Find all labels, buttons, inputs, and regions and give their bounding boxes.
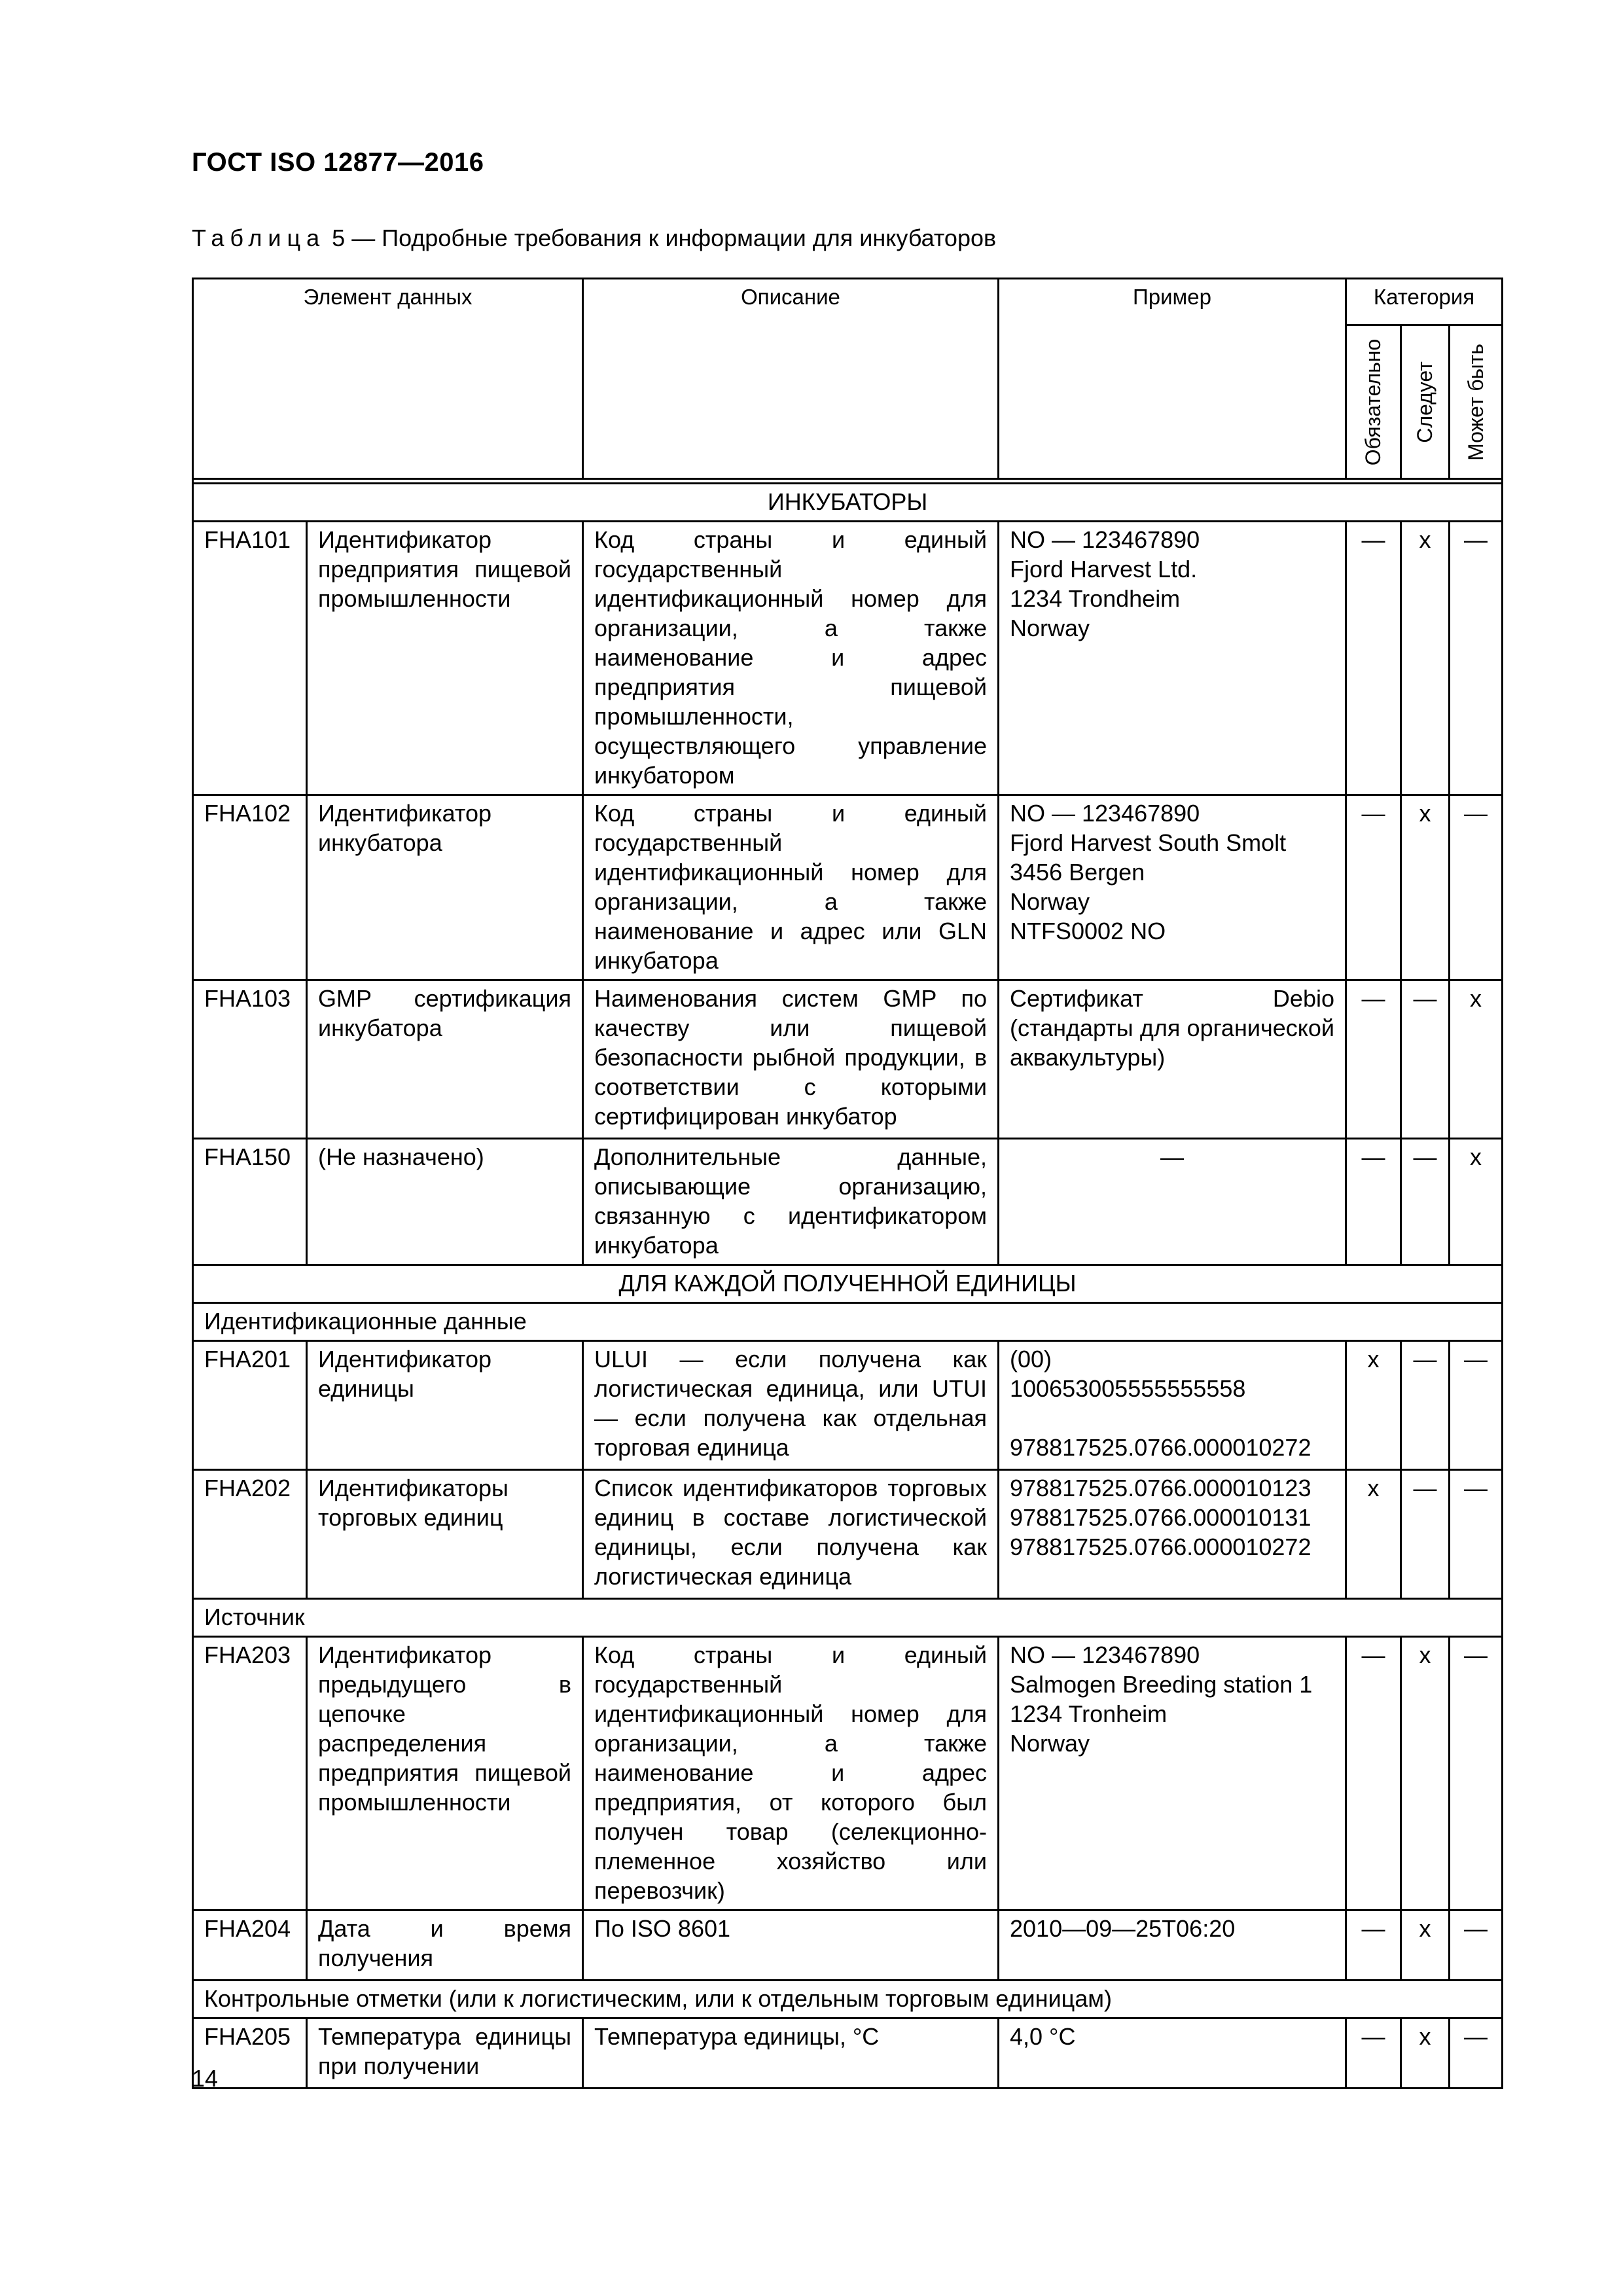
row-code: FHA204 xyxy=(193,1910,307,1981)
row-should: x xyxy=(1401,1910,1450,1981)
row-description: ULUI — если получена как логистическая единица, или UTUI — если получена как отдельная торговая единица xyxy=(583,1341,999,1470)
row-may: — xyxy=(1450,1470,1503,1599)
row-element: Идентификатор предприятия пищевой промышленности xyxy=(307,522,583,795)
row-example: — xyxy=(999,1139,1346,1265)
col-header-category: Категория xyxy=(1346,279,1503,325)
row-code: FHA101 xyxy=(193,522,307,795)
row-may: — xyxy=(1450,795,1503,980)
requirements-table xyxy=(192,278,1503,2089)
row-code: FHA103 xyxy=(193,980,307,1139)
row-mandatory: x xyxy=(1346,1341,1401,1470)
row-code: FHA150 xyxy=(193,1139,307,1265)
row-should: — xyxy=(1401,1341,1450,1470)
row-may: — xyxy=(1450,522,1503,795)
table-caption xyxy=(192,224,996,252)
row-code: FHA205 xyxy=(193,2018,307,2089)
group-control: Контрольные отметки (или к логистическим, или к отдельным торговым единицам) xyxy=(193,1981,1503,2018)
table-row xyxy=(193,980,1503,1139)
row-description: Наименования систем GMP по качеству или пищевой безопасности рыбной продукции, в соответствии с которыми сертифицирован инкубатор xyxy=(583,980,999,1139)
row-code: FHA102 xyxy=(193,795,307,980)
row-description: Код страны и единый государственный идентификационный номер для организации, а также наименование и адрес или GLN инкубатора xyxy=(583,795,999,980)
row-may: — xyxy=(1450,1637,1503,1910)
row-should: x xyxy=(1401,522,1450,795)
document-code: ГОСТ ISO 12877—2016 xyxy=(192,148,484,177)
group-identification: Идентификационные данные xyxy=(193,1303,1503,1341)
table-row xyxy=(193,1139,1503,1265)
col-header-mandatory: Обязательно xyxy=(1346,325,1401,479)
col-header-example: Пример xyxy=(999,279,1346,479)
row-mandatory: — xyxy=(1346,1910,1401,1981)
row-description: Список идентификаторов торговых единиц в составе логистической единицы, если получена как логистическая единица xyxy=(583,1470,999,1599)
row-example: (00) 100653005555555558 978817525.0766.000010272 xyxy=(999,1341,1346,1470)
row-may: — xyxy=(1450,1341,1503,1470)
row-should: — xyxy=(1401,1139,1450,1265)
row-mandatory: — xyxy=(1346,522,1401,795)
caption-prefix: Таблица xyxy=(192,224,326,251)
row-mandatory: x xyxy=(1346,1470,1401,1599)
row-example: NO — 123467890 Fjord Harvest South Smolt 3456 Bergen Norway NTFS0002 NO xyxy=(999,795,1346,980)
row-mandatory: — xyxy=(1346,980,1401,1139)
row-element: Идентификатор предыдущего в цепочке распределения предприятия пищевой промышленности xyxy=(307,1637,583,1910)
col-header-element: Элемент данных xyxy=(193,279,583,479)
row-mandatory: — xyxy=(1346,1637,1401,1910)
col-header-description: Описание xyxy=(583,279,999,479)
row-should: x xyxy=(1401,795,1450,980)
row-description: Код страны и единый государственный идентификационный номер для организации, а также наименование и адрес предприятия, от которого был получен товар (селекционно-племенное хозяйство или перевозчик) xyxy=(583,1637,999,1910)
page-number: 14 xyxy=(192,2065,219,2092)
table-row xyxy=(193,1910,1503,1981)
row-mandatory: — xyxy=(1346,1139,1401,1265)
table-row xyxy=(193,795,1503,980)
table-row xyxy=(193,2018,1503,2089)
row-element: GMP сертификация инкубатора xyxy=(307,980,583,1139)
row-example: 2010—09—25T06:20 xyxy=(999,1910,1346,1981)
row-element: Идентификаторы торговых единиц xyxy=(307,1470,583,1599)
table-row xyxy=(193,1470,1503,1599)
row-code: FHA201 xyxy=(193,1341,307,1470)
row-may: — xyxy=(1450,1910,1503,1981)
row-should: x xyxy=(1401,2018,1450,2089)
group-source: Источник xyxy=(193,1599,1503,1637)
col-header-may: Может быть xyxy=(1450,325,1503,479)
row-example: 978817525.0766.000010123 978817525.0766.000010131 978817525.0766.000010272 xyxy=(999,1470,1346,1599)
row-may: x xyxy=(1450,1139,1503,1265)
row-mandatory: — xyxy=(1346,795,1401,980)
table-row xyxy=(193,1341,1503,1470)
row-description: Температура единицы, °C xyxy=(583,2018,999,2089)
row-element: (Не назначено) xyxy=(307,1139,583,1265)
row-may: — xyxy=(1450,2018,1503,2089)
col-header-should: Следует xyxy=(1401,325,1450,479)
row-description: Дополнительные данные, описывающие организацию, связанную с идентификатором инкубатора xyxy=(583,1139,999,1265)
row-code: FHA203 xyxy=(193,1637,307,1910)
row-should: — xyxy=(1401,1470,1450,1599)
row-code: FHA202 xyxy=(193,1470,307,1599)
row-example: NO — 123467890 Salmogen Breeding station 1 1234 Tronheim Norway xyxy=(999,1637,1346,1910)
row-description: Код страны и единый государственный идентификационный номер для организации, а также наименование и адрес предприятия пищевой промышленности, осуществляющего управление инкубатором xyxy=(583,522,999,795)
section-per-unit: ДЛЯ КАЖДОЙ ПОЛУЧЕННОЙ ЕДИНИЦЫ xyxy=(193,1265,1503,1303)
row-element: Идентификатор единицы xyxy=(307,1341,583,1470)
caption-text: 5 — Подробные требования к информации для инкубаторов xyxy=(332,224,997,251)
section-incubators: ИНКУБАТОРЫ xyxy=(193,484,1503,522)
row-should: x xyxy=(1401,1637,1450,1910)
row-should: — xyxy=(1401,980,1450,1139)
row-may: x xyxy=(1450,980,1503,1139)
row-element: Идентификатор инкубатора xyxy=(307,795,583,980)
row-example: NO — 123467890 Fjord Harvest Ltd. 1234 Trondheim Norway xyxy=(999,522,1346,795)
table-row xyxy=(193,1637,1503,1910)
row-element: Дата и время получения xyxy=(307,1910,583,1981)
row-element: Температура единицы при получении xyxy=(307,2018,583,2089)
row-example: Сертификат Debio (стандарты для органической аквакультуры) xyxy=(999,980,1346,1139)
row-mandatory: — xyxy=(1346,2018,1401,2089)
table-row xyxy=(193,522,1503,795)
row-description: По ISO 8601 xyxy=(583,1910,999,1981)
row-example: 4,0 °C xyxy=(999,2018,1346,2089)
